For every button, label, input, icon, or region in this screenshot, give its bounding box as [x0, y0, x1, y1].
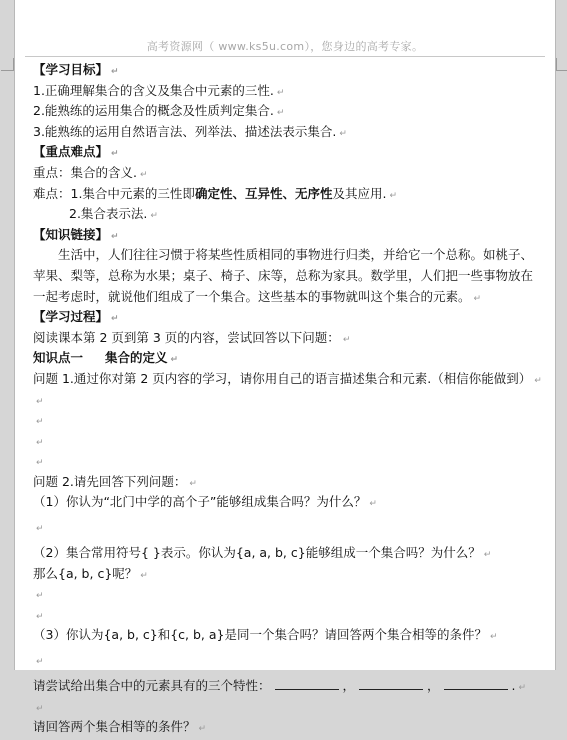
key-focus: 重点：集合的含义. ↵	[33, 164, 148, 180]
key-difficulty: 难点：1.集合中元素的三性即确定性、互异性、无序性及其应用. ↵	[33, 185, 397, 201]
question-2-3: （3）你认为{a, b, c}和{c, b, a}是同一个集合吗？请回答两个集合相等的条件？ ↵	[33, 627, 498, 643]
question-3-fill-blanks: 请尝试给出集合中的元素具有的三个特性： ， ， . ↵	[33, 678, 527, 694]
process-intro: 阅读课本第 2 页到第 3 页的内容，尝试回答以下问题： ↵	[33, 329, 351, 345]
empty-paragraph: ↵	[36, 396, 44, 407]
empty-paragraph: ↵	[36, 611, 44, 622]
empty-paragraph: ↵	[36, 437, 44, 448]
question-2-2-followup: 那么{a, b, c}呢？ ↵	[33, 565, 148, 581]
section-heading-keys: 【重点难点】 ↵	[33, 144, 119, 160]
empty-paragraph: ↵	[36, 524, 44, 535]
fill-blank[interactable]	[444, 677, 508, 690]
goal-item: 3.能熟练的运用自然语言法、列举法、描述法表示集合. ↵	[33, 123, 347, 139]
page-corner-mark	[1, 58, 14, 71]
section-heading-goals: 【学习目标】 ↵	[33, 62, 119, 77]
link-paragraph-line: 苹果、梨等，总称为水果；桌子、椅子、床等，总称为家具。数学里，人们把一些事物放在	[33, 267, 534, 283]
fill-blank[interactable]	[275, 677, 339, 690]
header-rule	[25, 56, 545, 57]
empty-paragraph: ↵	[36, 703, 44, 714]
key-difficulty-2: 2.集合表示法. ↵	[69, 206, 158, 222]
question-2: 问题 2.请先回答下列问题： ↵	[33, 473, 197, 489]
section-heading-process: 【学习过程】 ↵	[33, 309, 119, 325]
empty-paragraph: ↵	[36, 417, 44, 428]
goal-item: 1.正确理解集合的含义及集合中元素的三性. ↵	[33, 82, 285, 98]
fill-blank[interactable]	[359, 677, 423, 690]
page-corner-mark	[556, 58, 567, 71]
question-2-2: （2）集合常用符号{ }表示。你认为{a, a, b, c}能够组成一个集合吗？为什么？ ↵	[33, 545, 492, 561]
empty-paragraph: ↵	[36, 458, 44, 469]
question-1: 问题 1.通过你对第 2 页内容的学习，请你用自己的语言描述集合和元素.（相信你能做到） ↵	[33, 370, 542, 386]
section-heading-link: 【知识链接】 ↵	[33, 226, 119, 242]
page-header: 高考资源网（ www.ks5u.com），您身边的高考专家。	[146, 40, 424, 53]
link-paragraph-line: 一起考虑时，就说他们组成了一个集合。这些基本的事物就叫这个集合的元素。 ↵	[33, 288, 482, 304]
question-4: 请回答两个集合相等的条件？ ↵	[33, 719, 207, 735]
link-paragraph-line: 生活中，人们往往习惯于将某些性质相同的事物进行归类，并给它一个总称。如桃子、	[58, 247, 534, 263]
knowledge-point-title: 知识点一 集合的定义 ↵	[33, 350, 179, 366]
document-page	[14, 0, 556, 735]
question-2-1: （1）你认为“北门中学的高个子”能够组成集合吗？为什么？ ↵	[33, 494, 377, 510]
document-body	[33, 60, 548, 738]
empty-paragraph: ↵	[36, 657, 44, 668]
goal-item: 2.能熟练的运用集合的概念及性质判定集合. ↵	[33, 103, 285, 119]
empty-paragraph: ↵	[36, 591, 44, 602]
